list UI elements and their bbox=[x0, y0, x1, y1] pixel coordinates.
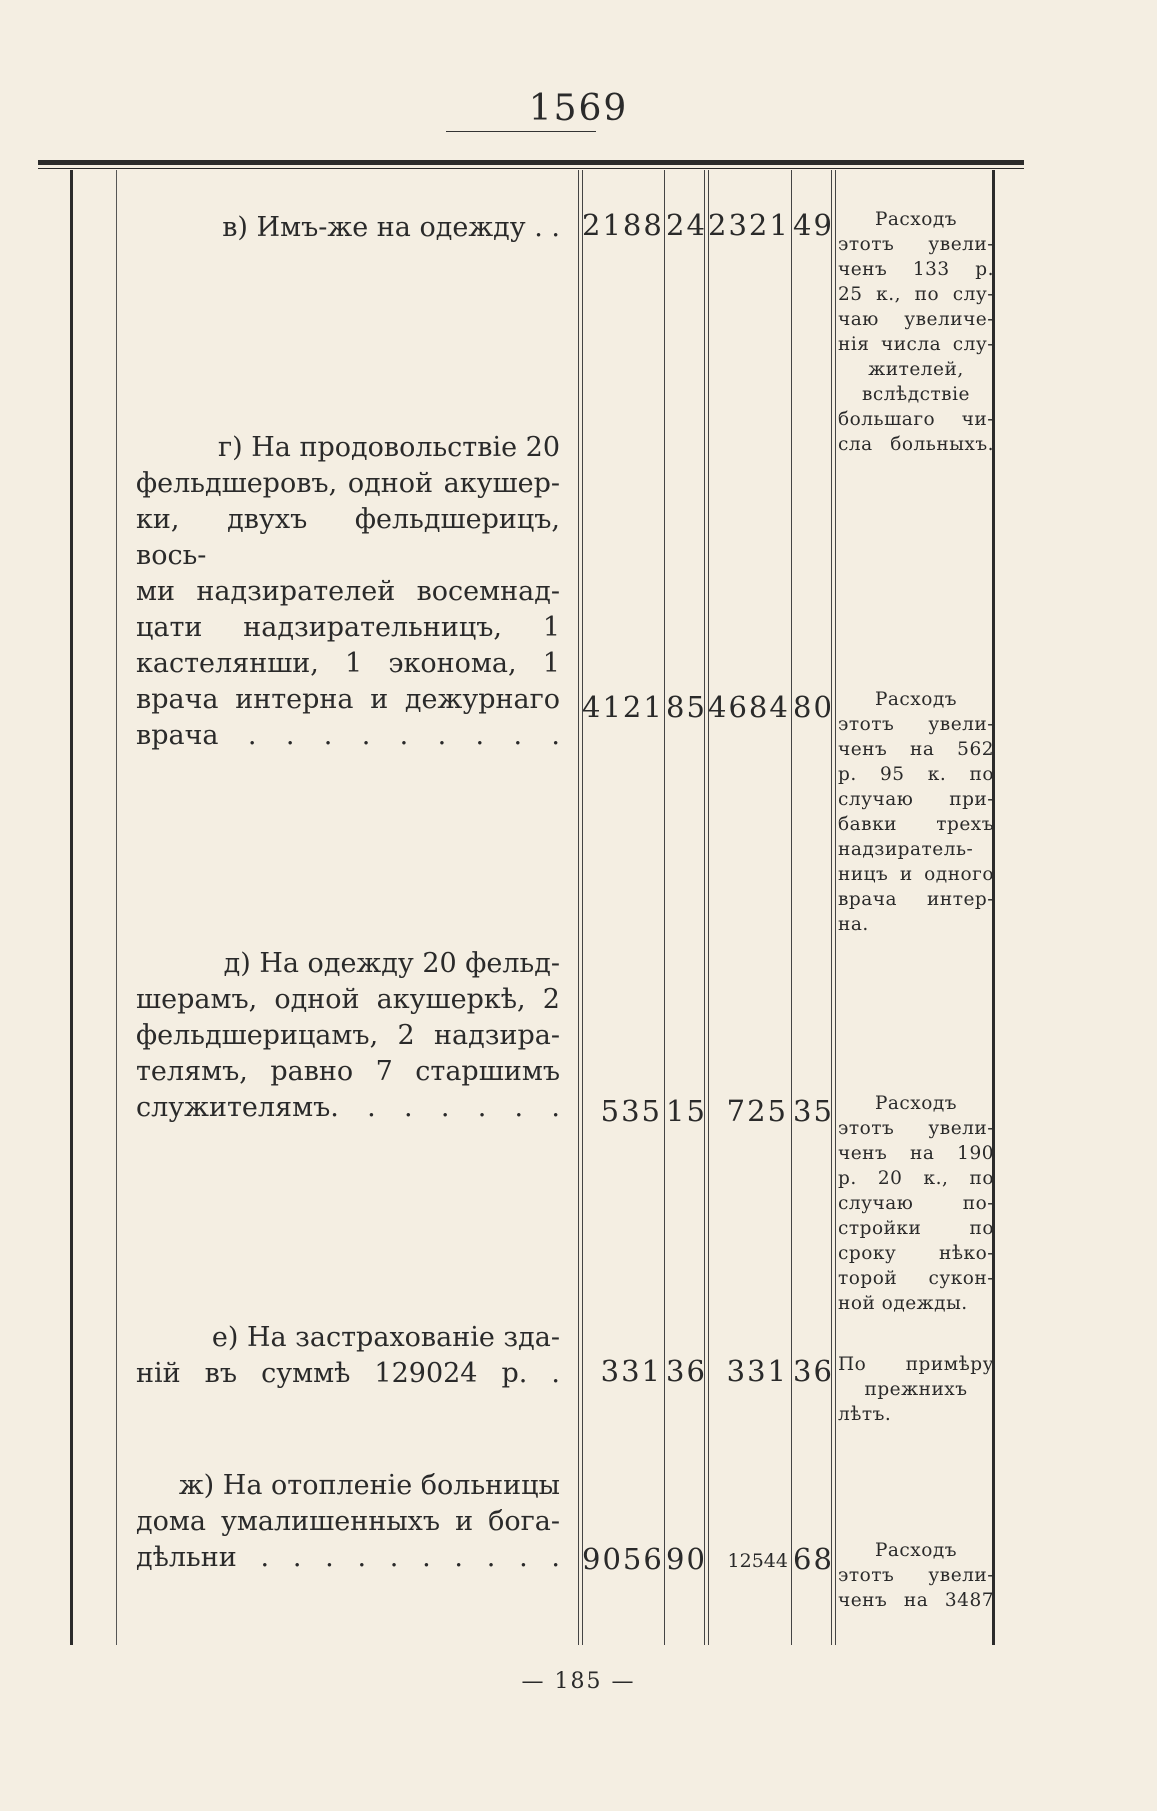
description-line: фельдшеровъ, одной акушер- bbox=[136, 468, 560, 499]
description-line: дома умалишенныхъ и бога- bbox=[136, 1506, 560, 1537]
description-line: фельдшерицамъ, 2 надзира- bbox=[136, 1020, 560, 1051]
row-note bbox=[838, 207, 994, 457]
column-divider-description bbox=[116, 170, 117, 1645]
note-line: сроку нѣко- bbox=[838, 1243, 994, 1264]
column-divider-amount-2 bbox=[704, 170, 709, 1645]
row-note bbox=[838, 1352, 994, 1427]
note-line: этотъ увели- bbox=[838, 1565, 994, 1586]
row-note bbox=[838, 1091, 994, 1316]
amount-2-kopecks: 49 bbox=[793, 208, 834, 242]
amount-1-rubles: 9056 bbox=[582, 1542, 664, 1576]
amount-2-rubles: 12544 bbox=[727, 1550, 788, 1572]
amount-2-rubles: 725 bbox=[726, 1094, 788, 1128]
note-line: ченъ на 3487 bbox=[838, 1590, 994, 1611]
amount-2-kopecks: 36 bbox=[793, 1354, 834, 1388]
note-line: Расходъ bbox=[874, 209, 958, 230]
description-line: д) На одежду 20 фельд- bbox=[223, 948, 560, 979]
note-line: ницъ и одного bbox=[838, 864, 994, 885]
note-line: надзиратель- bbox=[838, 839, 974, 860]
note-line: ченъ 133 р. bbox=[838, 259, 994, 280]
description-line: служителямъ. . . . . . . bbox=[136, 1092, 560, 1123]
description-line: шерамъ, одной акушеркѣ, 2 bbox=[136, 984, 560, 1015]
note-line: большаго чи- bbox=[838, 409, 994, 430]
note-line: Расходъ bbox=[874, 1540, 958, 1561]
description-line: ми надзирателей восемнад- bbox=[136, 576, 560, 607]
note-line: ной одежды. bbox=[838, 1293, 968, 1314]
note-line: стройки по bbox=[838, 1218, 994, 1239]
note-line: сла больныхъ. bbox=[838, 434, 994, 455]
row-description bbox=[136, 1320, 560, 1392]
row-description bbox=[136, 430, 560, 754]
description-line: врача интерна и дежурнаго bbox=[136, 684, 560, 715]
note-line: на. bbox=[838, 914, 869, 935]
amount-1-kopecks: 85 bbox=[666, 690, 707, 724]
note-line: вслѣдствіе bbox=[862, 384, 970, 405]
note-line: случаю по- bbox=[838, 1193, 994, 1214]
row-description bbox=[136, 946, 560, 1126]
note-line: Расходъ bbox=[874, 1093, 958, 1114]
note-line: лѣтъ. bbox=[838, 1404, 892, 1425]
amount-2-kopecks: 35 bbox=[793, 1094, 834, 1128]
note-line: врача интер- bbox=[838, 889, 994, 910]
note-line: ченъ на 190 bbox=[838, 1143, 994, 1164]
description-line: ки, двухъ фельдшерицъ, вось- bbox=[136, 504, 560, 571]
note-line: По примѣру bbox=[838, 1354, 994, 1375]
column-divider-amount-1 bbox=[578, 170, 583, 1645]
table-border-left bbox=[70, 170, 73, 1645]
note-line: нія числа слу- bbox=[838, 334, 994, 355]
amount-1-kopecks: 15 bbox=[666, 1094, 707, 1128]
note-line: чаю увеличе- bbox=[838, 309, 994, 330]
column-divider-kop-2 bbox=[791, 170, 792, 1645]
table-header-rule bbox=[38, 160, 1024, 169]
description-line: врача . . . . . . . . . bbox=[136, 720, 560, 751]
page-number: 1569 bbox=[528, 88, 629, 129]
amount-2-kopecks: 68 bbox=[793, 1542, 834, 1576]
note-line: этотъ увели- bbox=[838, 1118, 994, 1139]
column-divider-kop-1 bbox=[664, 170, 665, 1645]
column-divider-note bbox=[831, 170, 836, 1645]
amount-2-rubles: 2321 bbox=[708, 208, 790, 242]
amount-2-rubles: 4684 bbox=[708, 690, 790, 724]
description-line: ній въ суммѣ 129024 р. . bbox=[136, 1358, 560, 1389]
row-note bbox=[838, 1538, 994, 1613]
note-line: случаю при- bbox=[838, 789, 994, 810]
note-line: торой сукон- bbox=[838, 1268, 994, 1289]
note-line: прежнихъ bbox=[864, 1379, 968, 1400]
note-line: ченъ на 562 bbox=[838, 739, 994, 760]
description-line: е) На застрахованіе зда- bbox=[211, 1322, 560, 1353]
amount-1-rubles: 331 bbox=[600, 1354, 662, 1388]
note-line: р. 95 к. по bbox=[838, 764, 994, 785]
note-line: Расходъ bbox=[874, 689, 958, 710]
page-number-rule bbox=[446, 131, 596, 132]
amount-1-rubles: 4121 bbox=[582, 690, 664, 724]
description-line: цати надзирательницъ, 1 bbox=[136, 612, 560, 643]
note-line: 25 к., по слу- bbox=[838, 284, 994, 305]
description-line: телямъ, равно 7 старшимъ bbox=[136, 1056, 560, 1087]
row-description bbox=[136, 1468, 560, 1576]
page-footer: — 185 — bbox=[521, 1669, 636, 1694]
amount-1-kopecks: 90 bbox=[666, 1542, 707, 1576]
description-line: в) Имъ-же на одежду . . bbox=[222, 212, 560, 243]
amount-2-rubles: 331 bbox=[726, 1354, 788, 1388]
note-line: этотъ увели- bbox=[838, 714, 994, 735]
amount-1-rubles: 2188 bbox=[582, 208, 664, 242]
description-line: г) На продовольствіе 20 bbox=[217, 432, 560, 463]
amount-1-rubles: 535 bbox=[600, 1094, 662, 1128]
row-note bbox=[838, 687, 994, 937]
note-line: этотъ увели- bbox=[838, 234, 994, 255]
amount-2-kopecks: 80 bbox=[793, 690, 834, 724]
description-line: ж) На отопленіе больницы bbox=[178, 1470, 560, 1501]
amount-1-kopecks: 24 bbox=[666, 208, 707, 242]
description-line: дѣльни . . . . . . . . . . bbox=[136, 1542, 560, 1573]
note-line: жителей, bbox=[868, 359, 964, 380]
row-description bbox=[136, 210, 560, 246]
description-line: кастелянши, 1 эконома, 1 bbox=[136, 648, 560, 679]
amount-1-kopecks: 36 bbox=[666, 1354, 707, 1388]
note-line: р. 20 к., по bbox=[838, 1168, 994, 1189]
note-line: бавки трехъ bbox=[838, 814, 994, 835]
